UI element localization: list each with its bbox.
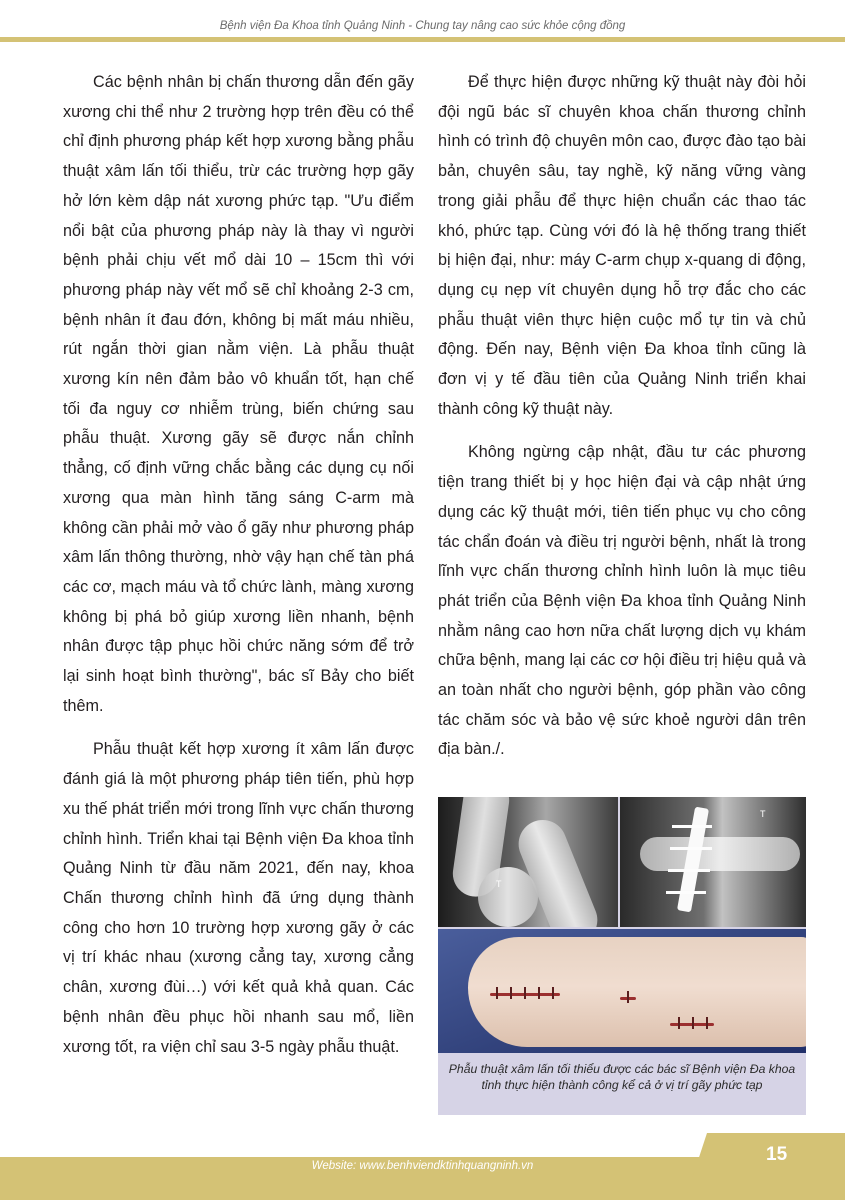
left-column	[63, 68, 414, 1076]
right-column	[438, 68, 806, 779]
xray-image-after	[620, 797, 806, 927]
header-title: Bệnh viện Đa Khoa tỉnh Quảng Ninh - Chung tay nâng cao sức khỏe cộng đồng	[219, 20, 626, 32]
xray-marker-1: T	[496, 879, 502, 889]
surgical-photo	[438, 929, 806, 1053]
left-paragraph-2: Phẫu thuật kết hợp xương ít xâm lấn được đánh giá là một phương pháp tiên tiến, phù hợp xu thế phát triển mới trong lĩnh vực chấn thương chỉnh hình. Triển khai tại Bệnh viện Đa khoa tỉnh Quảng Ninh từ đầu năm 2021, đến nay, khoa Chấn thương chỉnh hình đã ứng dụng thành công cho hơn 10 trường hợp xương gãy ở các vị trí khác nhau (xương cẳng tay, xương cẳng chân, xương đùi…) với kết quả khả quan. Các bệnh nhân đều phục hồi nhanh sau mổ, liền xương tốt, ra viện chỉ sau 3-5 ngày phẫu thuật.	[63, 740, 414, 1056]
xray-marker-2: T	[760, 809, 766, 819]
header-bar	[0, 0, 845, 42]
xray-images	[438, 797, 806, 927]
figure	[438, 797, 806, 1115]
right-paragraph-2: Không ngừng cập nhật, đầu tư các phương tiện trang thiết bị y học hiện đại và cập nhật ứng dụng các kỹ thuật mới, tiên tiến phục vụ cho công tác chẩn đoán và điều trị người bệnh, nhất là trong lĩnh vực chấn thương chỉnh hình luôn là mục tiêu phát triển của Bệnh viện Đa khoa tỉnh Quảng Ninh nhằm nâng cao hơn nữa chất lượng dịch vụ khám chữa bệnh, mang lại các cơ hội điều trị hiệu quả và an toàn nhất cho người bệnh, góp phần vào công tác chăm sóc và bảo vệ sức khoẻ người dân trên địa bàn./.	[438, 443, 806, 759]
figure-caption: Phẫu thuật xâm lấn tối thiểu được các bác sĩ Bệnh viện Đa khoa tỉnh thực hiện thành công kể cả ở vị trí gãy phức tạp	[448, 1062, 796, 1092]
footer-website: Website: www.benhviendktinhquangninh.vn	[311, 1160, 534, 1172]
right-paragraph-1: Để thực hiện được những kỹ thuật này đòi hỏi đội ngũ bác sĩ chuyên khoa chấn thương chỉnh hình có trình độ chuyên môn cao, được đào tạo bài bản, chuyên sâu, tay nghề, kỹ năng vững vàng trong giải phẫu để thực hiện chuẩn các thao tác khó, phức tạp. Cùng với đó là hệ thống trang thiết bị hiện đại, như: máy C-arm chụp x-quang di động, dụng cụ nẹp vít chuyên dụng hỗ trợ đắc cho các phẫu thuật viên thực hiện cuộc mổ tự tin và chủ động. Đến nay, Bệnh viện Đa khoa tỉnh cũng là đơn vị y tế đầu tiên của Quảng Ninh triển khai thành công kỹ thuật này.	[438, 73, 806, 418]
left-paragraph-1: Các bệnh nhân bị chấn thương dẫn đến gãy xương chi thể như 2 trường hợp trên đều có thể chỉ định phương pháp kết hợp xương bằng phẫu thuật xâm lấn tối thiểu, trừ các trường hợp gãy hở lớn kèm dập nát xương phức tạp. "Ưu điểm nổi bật của phương pháp này là thay vì người bệnh phải chịu vết mổ dài 10 – 15cm thì với phương pháp này vết mổ sẽ chỉ khoảng 2-3 cm, bệnh nhân ít đau đớn, không bị mất máu nhiều, rút ngắn thời gian nằm viện. Là phẫu thuật xương kín nên đảm bảo vô khuẩn tốt, hạn chế tối đa nguy cơ nhiễm trùng, biến chứng sau phẫu thuật. Xương gãy sẽ được nắn chỉnh thẳng, cố định vững chắc bằng các dụng cụ nối xương qua màn hình tăng sáng C-arm mà không cần phải mở vào ổ gãy như phương pháp xâm lấn thông thường, nhờ vậy hạn chế tàn phá các cơ, mạch máu và tổ chức lành, màng xương không bị phá bỏ giúp xương liền nhanh, bệnh nhân được tập phục hồi chức năng sớm để trở lại sinh hoạt bình thường", bác sĩ Bảy cho biết thêm.	[63, 73, 414, 715]
page-number: 15	[766, 1144, 788, 1165]
xray-image-before	[438, 797, 618, 927]
